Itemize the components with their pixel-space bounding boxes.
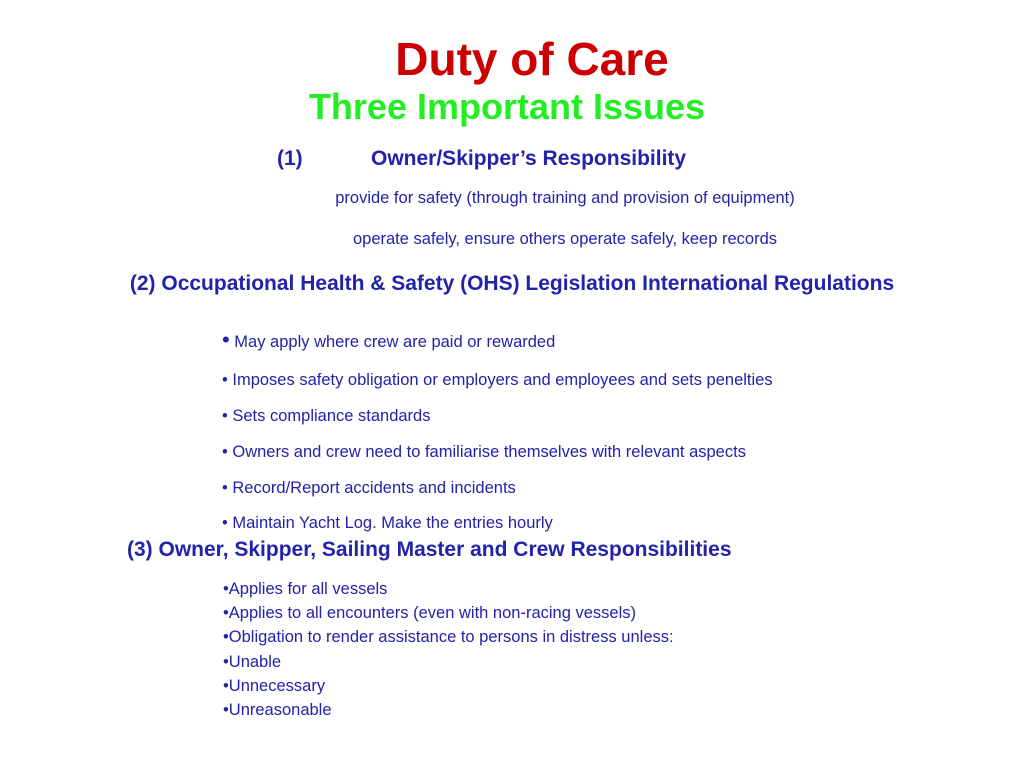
list-item — [222, 442, 746, 462]
list-item-text: Maintain Yacht Log. Make the entries hourly — [232, 514, 553, 532]
bullet-icon: • — [222, 443, 228, 461]
list-item: •Unnecessary — [223, 676, 326, 695]
list-item-text: Record/Report accidents and incidents — [232, 479, 516, 497]
list-item — [222, 406, 430, 426]
list-item-text: May apply where crew are paid or rewarded — [234, 333, 556, 351]
section-1-number: (1) — [277, 147, 303, 170]
section-1-line-2: operate safely, ensure others operate safely, keep records — [352, 230, 778, 248]
section-3-heading: (3) Owner, Skipper, Sailing Master and Crew Responsibilities — [127, 538, 732, 561]
list-item-text: Owners and crew need to familiarise themselves with relevant aspects — [232, 443, 746, 461]
bullet-icon: • — [222, 479, 228, 497]
list-item: •Applies for all vessels — [223, 580, 388, 598]
bullet-icon: • — [222, 371, 228, 389]
list-item-text: Sets compliance standards — [232, 407, 431, 425]
slide-title: Duty of Care — [395, 33, 669, 85]
section-1-title: Owner/Skipper’s Responsibility — [371, 147, 687, 170]
section-1-line-1: provide for safety (through training and provision of equipment) — [335, 189, 795, 207]
bullet-icon: • — [222, 407, 228, 425]
list-item — [222, 327, 556, 352]
list-item — [222, 370, 773, 390]
section-1-heading — [277, 146, 686, 172]
list-item — [222, 478, 516, 498]
list-item: •Obligation to render assistance to persons in distress unless: — [223, 628, 674, 647]
list-item: •Unable — [223, 652, 282, 671]
list-item: •Unreasonable — [223, 701, 332, 720]
list-item — [222, 513, 553, 533]
bullet-icon: • — [222, 514, 228, 532]
section-2-heading: (2) Occupational Health & Safety (OHS) Legislation International Regulations — [129, 272, 895, 295]
list-item-text: Imposes safety obligation or employers and employees and sets penelties — [232, 371, 773, 389]
slide-subtitle: Three Important Issues — [308, 86, 706, 127]
bullet-icon: • — [222, 327, 230, 352]
list-item: •Applies to all encounters (even with non-racing vessels) — [223, 604, 636, 623]
section-3-bullet-list — [223, 577, 674, 722]
